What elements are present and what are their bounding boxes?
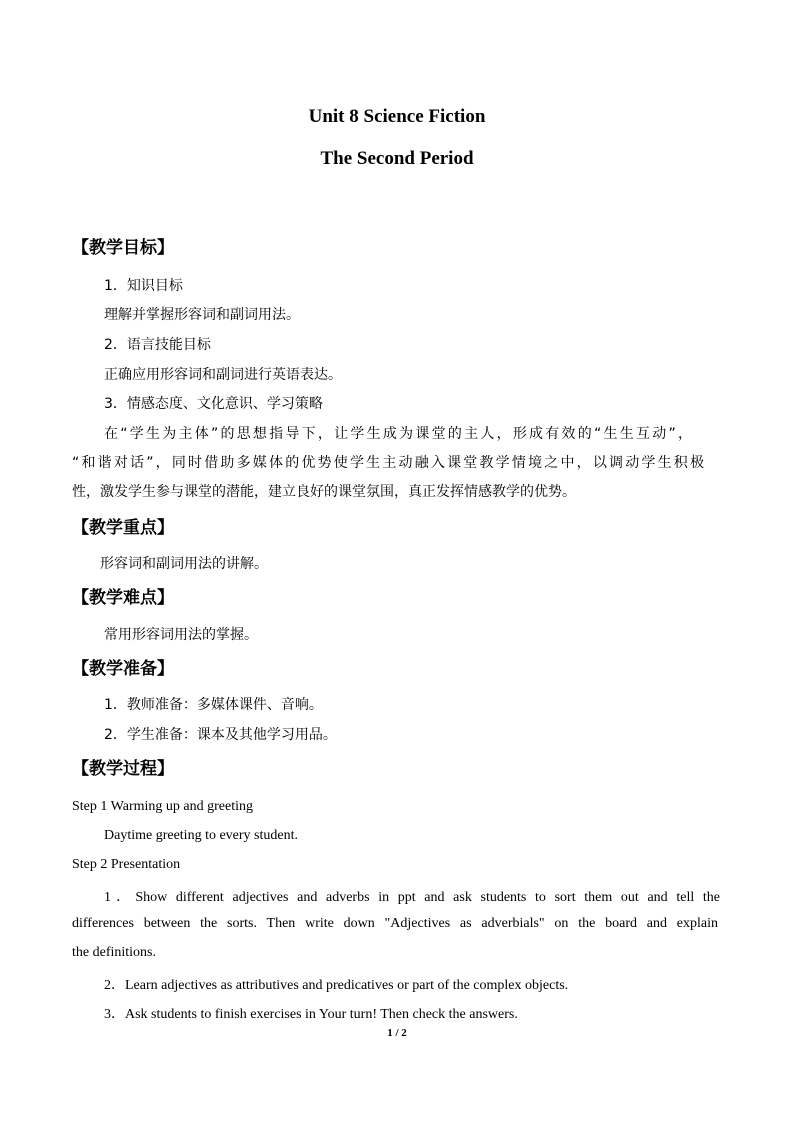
section-heading-objectives: 【教学目标】 [72,238,174,258]
document-subtitle: The Second Period [320,148,474,169]
page-number: 1 / 2 [387,1027,407,1039]
key-points-text: 形容词和副词用法的讲解。 [100,556,268,572]
objective-1-label: 1．知识目标 [104,278,183,294]
objective-2-label: 2．语言技能目标 [104,337,211,353]
preparation-item-1: 1．教师准备：多媒体课件、音响。 [104,697,323,713]
document-title: Unit 8 Science Fiction [308,106,486,127]
step-1-text: Daytime greeting to every student. [104,828,298,843]
objective-3-line-2: “和谐对话”，同时借助多媒体的优势使学生主动融入课堂教学情境之中，以调动学生积极 [72,455,704,471]
objective-3-line-1: 在“学生为主体”的思想指导下，让学生成为课堂的主人，形成有效的“生生互动”， [104,426,692,442]
presentation-3: 3．Ask students to finish exercises in Your turn! Then check the answers. [104,1007,518,1022]
objective-3-line-3: 性，激发学生参与课堂的潜能，建立良好的课堂氛围，真正发挥情感教学的优势。 [72,484,576,500]
section-heading-difficulties: 【教学难点】 [72,588,174,608]
step-2-title: Step 2 Presentation [72,857,181,872]
step-1-title: Step 1 Warming up and greeting [72,799,253,814]
section-heading-preparation: 【教学准备】 [72,659,174,679]
presentation-1-line-1: 1．Show different adjectives and adverbs in ppt and ask students to sort them out and tell the [104,890,720,905]
preparation-item-2: 2．学生准备：课本及其他学习用品。 [104,727,337,743]
section-heading-process: 【教学过程】 [72,759,174,779]
presentation-1-line-2: differences between the sorts. Then write down "Adjectives as adverbials" on the board and explain [72,916,718,931]
objective-3-label: 3．情感态度、文化意识、学习策略 [104,396,323,412]
section-heading-key-points: 【教学重点】 [72,518,174,538]
objective-1-text: 理解并掌握形容词和副词用法。 [104,307,300,323]
difficulties-text: 常用形容词用法的掌握。 [104,627,258,643]
objective-2-text: 正确应用形容词和副词进行英语表达。 [104,367,342,383]
presentation-2: 2．Learn adjectives as attributives and predicatives or part of the complex objects. [104,978,569,993]
presentation-1-line-3: the definitions. [72,945,156,960]
